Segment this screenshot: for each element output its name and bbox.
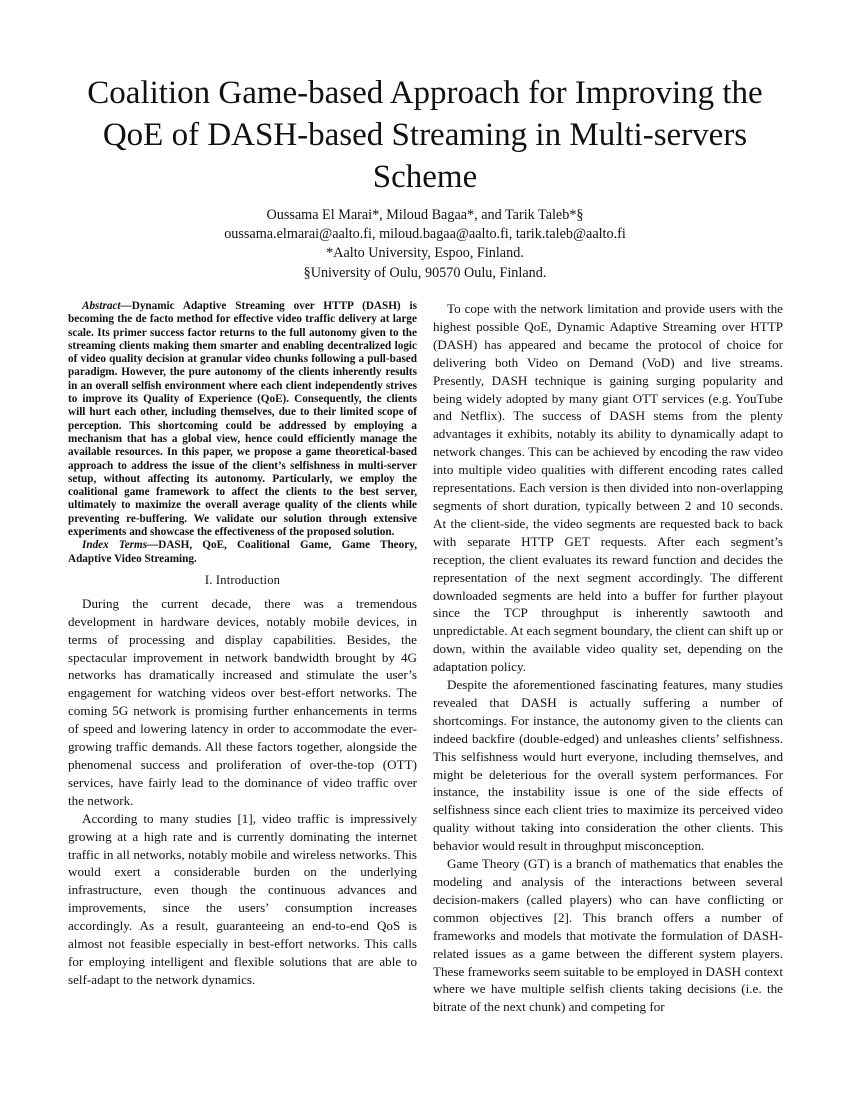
index-terms [68,539,417,566]
index-terms-label: Index Terms— [82,539,159,552]
paragraph: During the current decade, there was a tremendous development in hardware devices, notably mobile devices, in terms of processing and display capabilities. Besides, the spectacular improvement in network bandwidth brought by 4G networks has dramatically increased and stimulate the user’s engagement for watching videos over best-effort networks. The coming 5G network is promising further enhancements in terms of speed and lowering latency in order to accommodate the ever-growing traffic demands. All these factors together, alongside the phenomenal success and proliferation of over-the-top (OTT) services, have fairly lead to the dominance of video traffic over the network. [68,595,417,808]
author-emails: oussama.elmarai@aalto.fi, miloud.bagaa@aalto.fi, tarik.taleb@aalto.fi [224,226,626,243]
paragraph: According to many studies [1], video traffic is impressively growing at a high rate and is currently dominating the internet traffic in all networks, notably mobile and wireless networks. This would exert a considerable burden on the underlying infrastructure, even though the continuous advances and improvements, since the users’ consumption increases accordingly. As a result, guaranteeing an end-to-end QoS is almost not feasible especially in best-effort networks. This calls for employing intelligent and flexible solutions that are able to self-adapt to the network dynamics. [68,810,417,987]
affiliation-aalto: *Aalto University, Espoo, Finland. [326,245,524,262]
left-column [68,300,417,989]
paper-title: Coalition Game-based Approach for Improving the QoE of DASH-based Streaming in Multi-servers Scheme [87,75,763,195]
abstract-text: Dynamic Adaptive Streaming over HTTP (DASH) is becoming the de facto method for effective video traffic delivery at large scale. Its primer success factor returns to the full autonomy given to the streaming clients making them smarter and enabling decentralized logic of video quality decision at granular video chunks following a pull-based paradigm. However, the pure autonomy of the clients inherently results in an overall selfish environment where each client independently strives to improve its Quality of Experience (QoE). Consequently, the clients will hurt each other, including themselves, due to their limited scope of perception. This shortcoming could be addressed by employing a mechanism that has a global view, hence could efficiently manage the available resources. In this paper, we propose a game theoretical-based approach to address the issue of the client’s selfishness in multi-server setup, without affecting its autonomy. Particularly, we employ the coalitional game framework to affect the clients to the best server, ultimately to maximize the overall average quality of the clients while preventing re-buffering. We validate our solution through extensive experiments and showcase the effectiveness of the proposed solution. [68,300,417,539]
section-heading-introduction: I. Introduction [204,572,281,587]
paragraph: To cope with the network limitation and provide users with the highest possible QoE, Dynamic Adaptive Streaming over HTTP (DASH) has appeared and became the protocol of choice for delivering both Video on Demand (VoD) and live streams. Presently, DASH technique is gaining surging popularity and being widely adopted by many giant OTT services (e.g. YouTube and Netflix). The success of DASH stems from the plenty advantages it exhibits, notably its ability to dynamically adapt to network changes. This can be achieved by encoding the raw video into multiple video qualities with different encoding rates called representations. Each version is then divided into non-overlapping segments of short duration, typically between 2 and 10 seconds. At the client-side, the video segments are requested back to back with separate HTTP GET requests. After each segment’s reception, the client evaluates its reward function and decides the representation of the next segment accordingly. The different downloaded segments are held into a buffer for further playout since the TCP throughput is inherently sawtooth and unpredictable. At each segment boundary, the client can shift up or down, within the available video quality set, depending on the adaptation policy. [433,301,783,675]
index-terms-text: DASH, QoE, Coalitional Game, Game Theory, Adaptive Video Streaming. [68,539,417,565]
affiliation-oulu: §University of Oulu, 90570 Oulu, Finland. [303,264,547,281]
author-names: Oussama El Marai*, Miloud Bagaa*, and Tarik Taleb*§ [266,207,584,223]
paragraph: Game Theory (GT) is a branch of mathematics that enables the modeling and analysis of the interactions between several decision-makers (called players) who can have conflicting or common objectives [2]. This branch offers a number of frameworks and models that motivate the formulation of DASH-related issues as a game between the different system players. These frameworks seem suitable to be employed in DASH context where we have multiple selfish clients taking decisions (i.e. the bitrate of the next chunk) and competing for [433,856,783,1015]
right-column [433,300,783,1016]
author-block [100,206,750,283]
abstract [68,300,417,539]
abstract-label: Abstract— [82,300,132,312]
paragraph: Despite the aforementioned fascinating features, many studies revealed that DASH is actually suffering a number of shortcomings. For instance, the autonomy given to the clients can indeed backfire (double-edged) and unleashes clients’ selfishness. This selfishness would hurt everyone, including themselves, and might be deleterious for the overall system performances. For instance, the instability issue is one of the side effects of selfishness since each client tries to maximize its perceived video quality without taking into consideration the other clients. This behavior would result in throughput misconception. [433,677,783,854]
